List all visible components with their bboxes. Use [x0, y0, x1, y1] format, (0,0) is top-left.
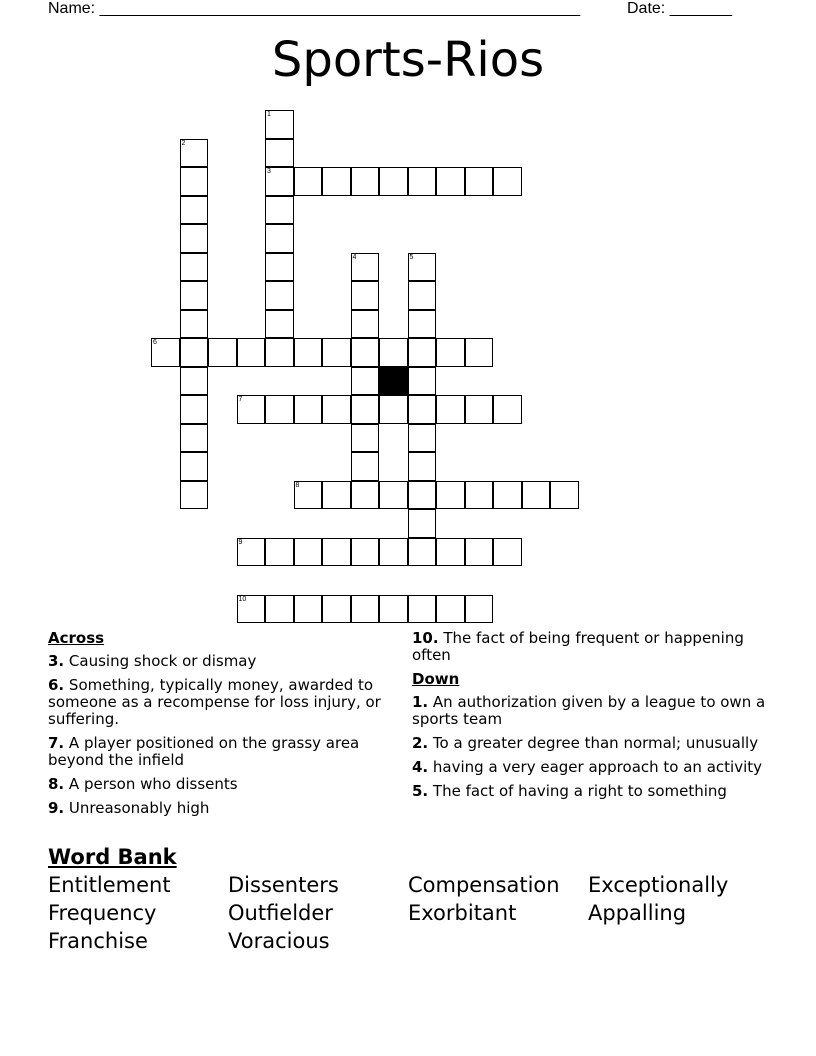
across-clue [48, 677, 398, 728]
clue-text: Unreasonably high [68, 799, 210, 817]
grid-cell[interactable] [322, 481, 351, 510]
date-field-label: Date: _______ [627, 0, 732, 17]
grid-cell[interactable] [408, 538, 437, 567]
grid-cell[interactable] [237, 595, 266, 624]
grid-cell[interactable] [265, 338, 294, 367]
grid-cell[interactable] [436, 538, 465, 567]
grid-cell[interactable] [180, 224, 209, 253]
clue-number: 4. [412, 758, 429, 776]
down-clue [412, 759, 772, 776]
clue-number-label: 4 [352, 253, 357, 261]
grid-cell[interactable] [180, 424, 209, 453]
word-bank-list [48, 873, 768, 954]
grid-cell[interactable] [265, 595, 294, 624]
grid-cell[interactable] [408, 395, 437, 424]
clue-text: To a greater degree than normal; unusually [432, 734, 759, 752]
grid-cell[interactable] [265, 139, 294, 168]
grid-cell[interactable] [522, 481, 551, 510]
grid-cell[interactable] [465, 338, 494, 367]
grid-cell[interactable] [351, 395, 380, 424]
grid-cell[interactable] [237, 338, 266, 367]
clue-number-label: 7 [238, 396, 243, 403]
grid-cell[interactable] [550, 481, 579, 510]
clue-number: 2. [412, 734, 429, 752]
grid-cell[interactable] [208, 338, 237, 367]
word-bank-word: Frequency [48, 901, 157, 925]
clues-right-column [412, 630, 772, 807]
clues-left-column [48, 630, 398, 824]
grid-cell[interactable] [351, 281, 380, 310]
grid-cell[interactable] [465, 167, 494, 196]
clue-text: A person who dissents [68, 775, 238, 793]
grid-cell[interactable] [180, 452, 209, 481]
grid-cell[interactable] [294, 395, 323, 424]
grid-cell[interactable] [493, 395, 522, 424]
clue-text: The fact of having a right to something [432, 782, 727, 800]
across-clue [48, 735, 398, 769]
clue-number-label: 1 [267, 111, 271, 118]
grid-cell[interactable] [265, 281, 294, 310]
grid-block [379, 367, 408, 396]
grid-cell[interactable] [180, 196, 209, 225]
grid-cell[interactable] [436, 167, 465, 196]
clue-number: 3. [48, 652, 65, 670]
clue-number-label: 5 [409, 253, 414, 261]
grid-cell[interactable] [351, 538, 380, 567]
word-bank-word: Exceptionally [588, 873, 729, 897]
grid-cell[interactable] [351, 424, 380, 453]
grid-cell[interactable] [408, 424, 437, 453]
grid-cell[interactable] [265, 310, 294, 339]
grid-cell[interactable] [265, 224, 294, 253]
down-clue [412, 783, 772, 800]
grid-cell[interactable] [379, 167, 408, 196]
clue-text: Something, typically money, awarded to someone as a recompense for loss injury, or suffering. [48, 676, 381, 728]
grid-cell[interactable] [408, 595, 437, 624]
grid-cell[interactable] [436, 481, 465, 510]
grid-cell[interactable] [180, 139, 209, 168]
clue-number: 5. [412, 782, 429, 800]
grid-cell[interactable] [351, 310, 380, 339]
grid-cell[interactable] [294, 338, 323, 367]
clue-number-label: 6 [153, 339, 157, 346]
grid-cell[interactable] [493, 167, 522, 196]
across-heading: Across [48, 629, 105, 647]
grid-cell[interactable] [436, 595, 465, 624]
grid-cell[interactable] [408, 452, 437, 481]
word-bank-word: Voracious [228, 929, 330, 953]
grid-cell[interactable] [265, 110, 294, 139]
grid-cell[interactable] [151, 338, 180, 367]
grid-cell[interactable] [322, 595, 351, 624]
grid-cell[interactable] [351, 367, 380, 396]
grid-cell[interactable] [294, 538, 323, 567]
grid-cell[interactable] [237, 538, 266, 567]
clue-number: 10. [412, 629, 439, 647]
grid-cell[interactable] [408, 310, 437, 339]
grid-cell[interactable] [180, 367, 209, 396]
grid-cell[interactable] [294, 481, 323, 510]
grid-cell[interactable] [265, 538, 294, 567]
grid-cell[interactable] [265, 167, 294, 196]
grid-cell[interactable] [180, 481, 209, 510]
grid-cell[interactable] [408, 338, 437, 367]
grid-cell[interactable] [379, 338, 408, 367]
grid-cell[interactable] [379, 538, 408, 567]
grid-cell[interactable] [493, 538, 522, 567]
grid-cell[interactable] [351, 167, 380, 196]
grid-cell[interactable] [322, 538, 351, 567]
grid-cell[interactable] [465, 395, 494, 424]
clue-number: 6. [48, 676, 65, 694]
grid-cell[interactable] [294, 167, 323, 196]
grid-cell[interactable] [408, 367, 437, 396]
grid-cell[interactable] [180, 253, 209, 282]
grid-cell[interactable] [408, 281, 437, 310]
grid-cell[interactable] [436, 338, 465, 367]
clue-number: 8. [48, 775, 65, 793]
grid-cell[interactable] [379, 595, 408, 624]
word-bank-word: Compensation [408, 873, 560, 897]
grid-cell[interactable] [265, 253, 294, 282]
grid-cell[interactable] [351, 452, 380, 481]
word-bank-word: Outfielder [228, 901, 333, 925]
grid-cell[interactable] [351, 253, 380, 282]
clue-text: having a very eager approach to an activity [432, 758, 762, 776]
grid-cell[interactable] [465, 538, 494, 567]
grid-cell[interactable] [294, 595, 323, 624]
grid-cell[interactable] [265, 395, 294, 424]
grid-cell[interactable] [180, 310, 209, 339]
clue-number-label: 10 [238, 595, 247, 603]
word-bank-word: Dissenters [228, 873, 339, 897]
clue-number: 9. [48, 799, 65, 817]
grid-cell[interactable] [180, 395, 209, 424]
grid-cell[interactable] [265, 196, 294, 225]
grid-cell[interactable] [493, 481, 522, 510]
down-clue [412, 694, 772, 728]
across-clue [48, 800, 398, 817]
clue-text: A player positioned on the grassy area beyond the infield [48, 734, 360, 769]
grid-cell[interactable] [379, 395, 408, 424]
grid-cell[interactable] [180, 167, 209, 196]
clue-text: An authorization given by a league to own a sports team [412, 693, 766, 728]
clue-number-label: 2 [181, 139, 186, 147]
puzzle-title: Sports-Rios [271, 32, 545, 88]
grid-cell[interactable] [351, 338, 380, 367]
across-clue [48, 653, 398, 670]
grid-cell[interactable] [180, 338, 209, 367]
clue-number-label: 3 [267, 168, 271, 175]
grid-cell[interactable] [351, 595, 380, 624]
grid-cell[interactable] [465, 595, 494, 624]
down-clue [412, 735, 772, 752]
grid-cell[interactable] [237, 395, 266, 424]
grid-cell[interactable] [322, 338, 351, 367]
clue-number: 1. [412, 693, 429, 711]
grid-cell[interactable] [322, 167, 351, 196]
grid-cell[interactable] [180, 281, 209, 310]
word-bank-word: Franchise [48, 929, 148, 953]
grid-cell[interactable] [436, 395, 465, 424]
clue-text: The fact of being frequent or happening often [412, 629, 744, 664]
clue-number-label: 8 [295, 481, 300, 489]
word-bank-word: Appalling [588, 901, 687, 925]
grid-cell[interactable] [408, 509, 437, 538]
grid-cell[interactable] [408, 167, 437, 196]
word-bank-word: Entitlement [48, 873, 171, 897]
grid-cell[interactable] [351, 481, 380, 510]
grid-cell[interactable] [465, 481, 494, 510]
clue-number: 7. [48, 734, 65, 752]
down-heading: Down [412, 670, 460, 688]
word-bank-word: Exorbitant [408, 901, 517, 925]
grid-cell[interactable] [322, 395, 351, 424]
name-field-label: Name: ______________________________________________________ [48, 0, 581, 17]
clue-number-label: 9 [238, 538, 243, 546]
word-bank-title: Word Bank [48, 845, 177, 869]
grid-cell[interactable] [408, 481, 437, 510]
clue-text: Causing shock or dismay [68, 652, 257, 670]
across-clue [48, 776, 398, 793]
grid-cell[interactable] [379, 481, 408, 510]
grid-cell[interactable] [408, 253, 437, 282]
word-bank [48, 845, 768, 954]
across-clue [412, 630, 772, 664]
